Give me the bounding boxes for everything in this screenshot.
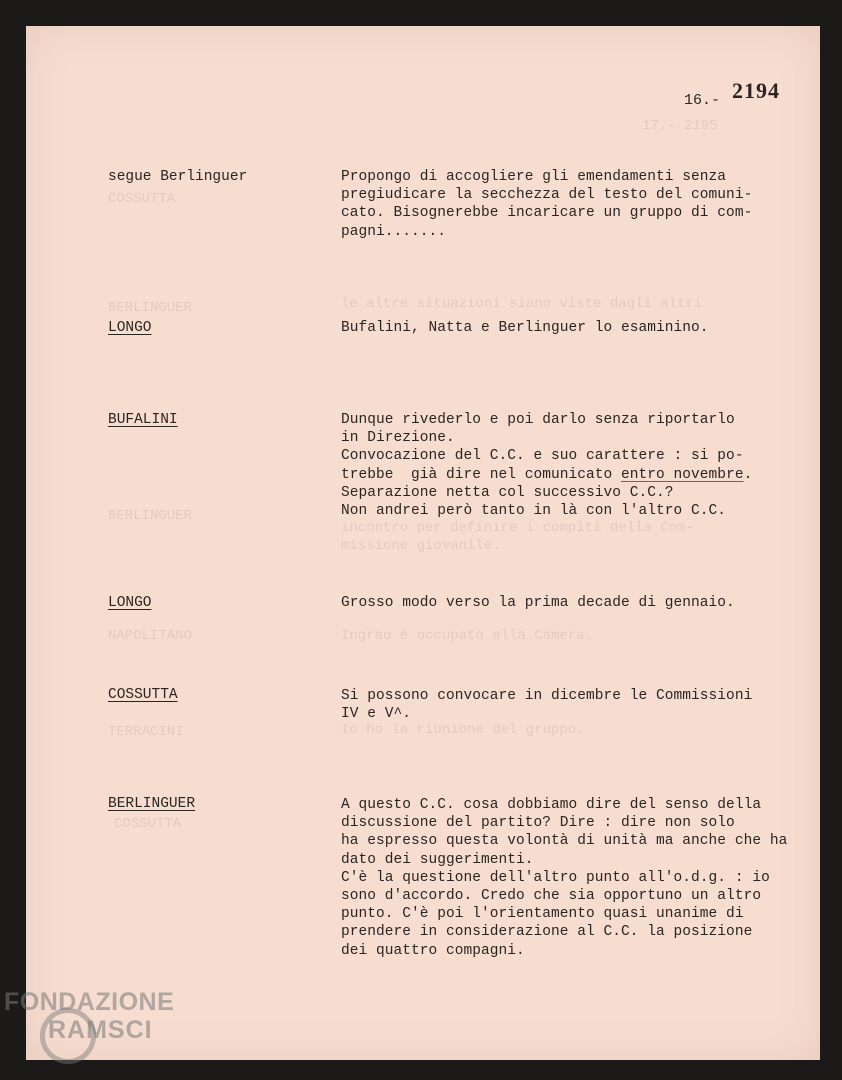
speech-block: Dunque rivederlo e poi darlo senza riportarlo in Direzione. Convocazione del C.C. e suo carattere : si po- trebbe già dire nel comunicato entro novembre. Separazione netta col successivo C.C.? Non andrei però tanto in là con l'altro C.C. bbox=[341, 412, 753, 520]
speaker-label: LONGO bbox=[108, 595, 152, 611]
bleed-through-text: COSSUTTA bbox=[108, 191, 176, 207]
bleed-through-text: incontro per definire i compiti della Com- bbox=[341, 520, 694, 536]
speech-block: Grosso modo verso la prima decade di gennaio. bbox=[341, 595, 735, 611]
page-number: 16.- bbox=[684, 92, 721, 109]
underlined-phrase: entro novembre bbox=[621, 466, 744, 483]
speaker-label: COSSUTTA bbox=[108, 687, 178, 703]
bleed-through-text: COSSUTTA bbox=[114, 816, 182, 832]
bleed-through-text: 17.- 2195 bbox=[642, 118, 718, 134]
bleed-through-text: Ingrao è occupato alla Camera. bbox=[341, 628, 594, 644]
bleed-through-text: NAPOLITANO bbox=[108, 628, 193, 644]
speaker-label: LONGO bbox=[108, 320, 152, 336]
foundation-watermark: FONDAZIONE RAMSCI bbox=[4, 988, 175, 1044]
bleed-through-text: BERLINGUER bbox=[108, 508, 193, 524]
speaker-label: segue Berlinguer bbox=[108, 169, 248, 185]
speaker-label: BERLINGUER bbox=[108, 796, 196, 812]
bleed-through-text: Io ho la riunione del gruppo. bbox=[341, 722, 585, 738]
bleed-through-text: TERRACINI bbox=[108, 724, 184, 740]
bleed-through-text: missione giovanile. bbox=[341, 538, 501, 554]
speech-block: Si possono convocare in dicembre le Commissioni IV e V^. bbox=[341, 688, 753, 723]
bleed-through-text: le altre situazioni siano viste dagli altri bbox=[341, 296, 703, 312]
speech-block: Propongo di accogliere gli emendamenti senza pregiudicare la secchezza del testo del comuni- cato. Bisognerebbe incaricare un gruppo di com- pagni....... bbox=[341, 169, 753, 240]
speech-block: A questo C.C. cosa dobbiamo dire del senso della discussione del partito? Dire : dire non solo ha espresso questa volontà di unità ma anche che ha dato dei suggerimenti. C'è la questione dell'altro punto all'o.d.g. : io sono d'accordo. Credo che sia opportuno un altro punto. C'è poi l'orientamento quasi unanime di prendere in considerazione al C.C. la posizione dei quattro compagni. bbox=[341, 797, 788, 959]
bleed-through-text: BERLINGUER bbox=[108, 300, 193, 316]
document-page bbox=[26, 26, 820, 1060]
speech-block: Bufalini, Natta e Berlinguer lo esaminino. bbox=[341, 320, 709, 336]
archive-stamp-number: 2194 bbox=[732, 78, 780, 103]
speaker-label: BUFALINI bbox=[108, 412, 178, 428]
